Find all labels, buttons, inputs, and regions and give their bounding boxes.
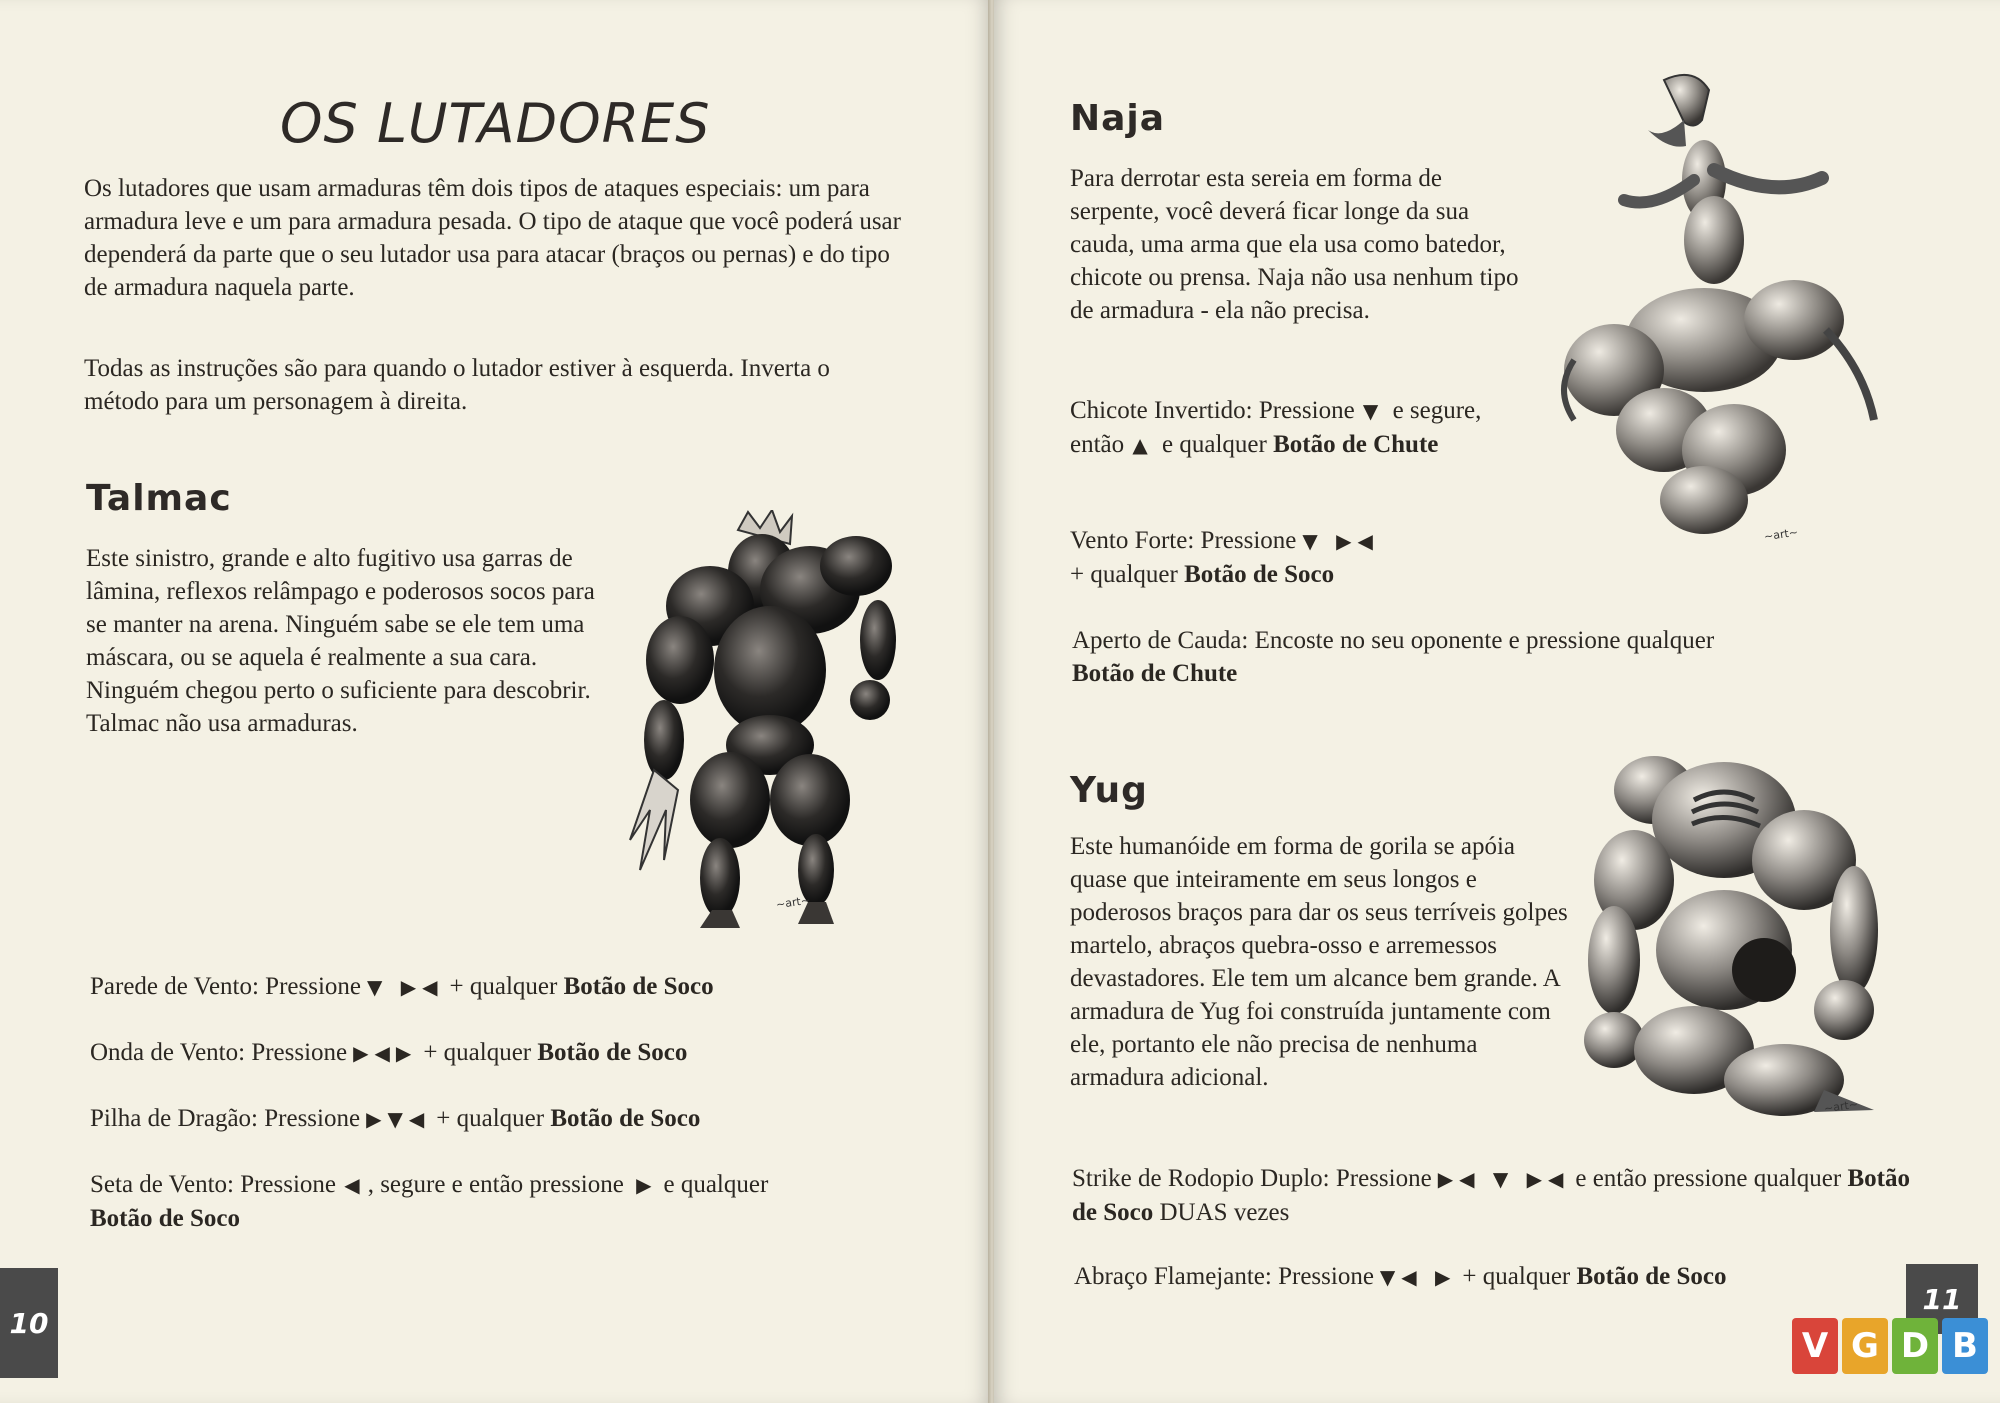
input-arrows: ▼◀ ▶	[1379, 1265, 1457, 1289]
naja-artist-signature: ~art~	[1763, 525, 1799, 544]
input-arrows: ▲	[1132, 433, 1154, 457]
naja-move-2: Vento Forte: Pressione ▼ ▶◀ + qualquer Botão de Soco	[1070, 527, 1379, 588]
talmac-move-4: Seta de Vento: Pressione ◀, segure e então pressione ▶ e qualquer Botão de Soco	[90, 1171, 769, 1232]
talmac-heading: Talmac	[86, 478, 232, 519]
intro-paragraph-2: Todas as instruções são para quando o lutador estiver à esquerda. Inverta o método para um personagem à direita.	[84, 355, 830, 415]
talmac-illustration	[620, 510, 920, 930]
talmac-artist-signature: ~art~	[775, 893, 811, 912]
input-arrows: ◀	[344, 1173, 366, 1197]
input-arrows: ▶◀ ▼ ▶◀	[1437, 1167, 1570, 1191]
naja-move-3: Aperto de Cauda: Encoste no seu oponente e pressione qualquer Botão de Chute	[1072, 627, 1715, 687]
naja-heading: Naja	[1070, 98, 1166, 139]
naja-description: Para derrotar esta sereia em forma de serpente, você deverá ficar longe da sua cauda, uma arma que ela usa como batedor, chicote ou prensa. Naja não usa nenhum tipo de armadura - ela não precisa.	[1070, 165, 1519, 324]
talmac-description: Este sinistro, grande e alto fugitivo usa garras de lâmina, reflexos relâmpago e poderosos socos para se manter na arena. Ninguém sabe se ele tem uma máscara, ou se aquela é realmente a sua cara. Ninguém chegou perto o suficiente para descobrir. Talmac não usa armaduras.	[86, 545, 595, 737]
yug-heading: Yug	[1070, 770, 1148, 811]
logo-letter-g: G	[1842, 1318, 1888, 1374]
logo-letter-v: V	[1792, 1318, 1838, 1374]
page-title: OS LUTADORES	[280, 92, 711, 155]
input-arrows: ▶	[636, 1173, 658, 1197]
yug-artist-signature: ~art~	[1823, 1097, 1859, 1116]
yug-move-1: Strike de Rodopio Duplo: Pressione ▶◀ ▼ ▶◀ e então pressione qualquer Botão de Soco DUAS vezes	[1072, 1165, 1910, 1226]
input-arrows: ▼	[1362, 399, 1385, 423]
page-number-left: 10	[0, 1268, 58, 1378]
right-page	[994, 0, 2000, 1403]
left-page	[0, 0, 990, 1403]
page-number-right: 11	[1906, 1264, 1978, 1334]
yug-description: Este humanóide em forma de gorila se apóia quase que inteiramente em seus longos e poderosos braços para dar os seus terríveis golpes martelo, abraços quebra-osso e arremessos devastadores. Ele tem um alcance bem grande. A armadura de Yug foi construída juntamente com ele, portanto ele não precisa de nenhuma armadura adicional.	[1070, 833, 1568, 1091]
talmac-move-3: Pilha de Dragão: Pressione ▶▼◀ + qualquer Botão de Soco	[90, 1102, 700, 1136]
talmac-move-2: Onda de Vento: Pressione ▶◀▶ + qualquer Botão de Soco	[90, 1036, 687, 1070]
naja-move-1: Chicote Invertido: Pressione ▼ e segure, então ▲ e qualquer Botão de Chute	[1070, 394, 1530, 462]
input-arrows: ▼ ▶◀	[367, 975, 444, 999]
logo-letter-d: D	[1892, 1318, 1938, 1374]
naja-illustration	[1544, 70, 1884, 540]
logo-letter-b: B	[1942, 1318, 1988, 1374]
vgdb-watermark-logo	[1792, 1318, 1988, 1374]
input-arrows: ▼ ▶◀	[1302, 529, 1379, 553]
input-arrows: ▶▼◀	[366, 1107, 431, 1131]
intro-paragraph-1: Os lutadores que usam armaduras têm dois tipos de ataques especiais: um para armadura leve e um para armadura pesada. O tipo de ataque que você poderá usar dependerá da parte que o seu lutador usa para atacar (braços ou pernas) e do tipo de armadura naquela parte.	[84, 175, 901, 301]
talmac-move-1: Parede de Vento: Pressione ▼ ▶◀ + qualquer Botão de Soco	[90, 970, 714, 1004]
input-arrows: ▶◀▶	[353, 1041, 418, 1065]
yug-move-2: Abraço Flamejante: Pressione ▼◀ ▶ + qualquer Botão de Soco	[1074, 1260, 1726, 1294]
yug-illustration	[1574, 750, 1904, 1130]
